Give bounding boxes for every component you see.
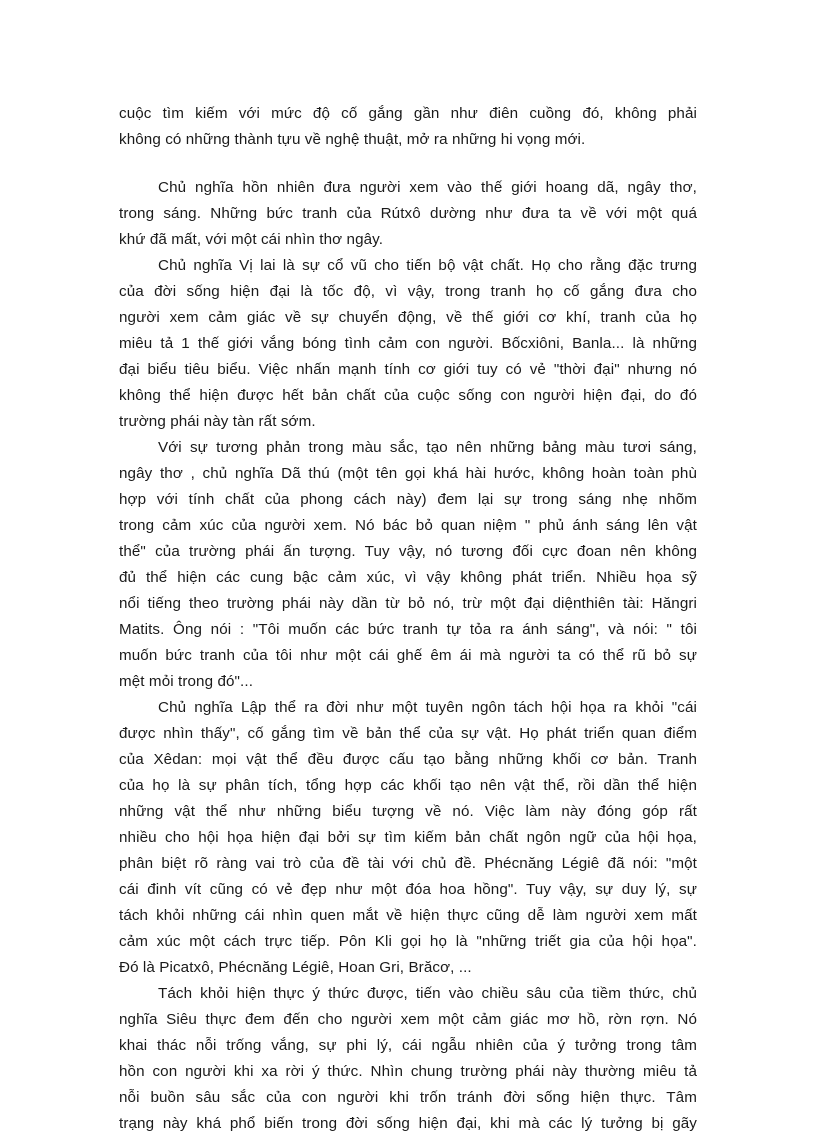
text-line: trường phái này tàn rất sớm. <box>119 413 316 430</box>
text-line: nghĩa Siêu thực đem đến cho người xem một cảm giác mơ hồ, rờn rợn. Nó <box>119 1011 697 1028</box>
text-line: muốn bức tranh của tôi như một cái ghế êm ái mà người ta có thể rũ bỏ sự <box>119 647 697 664</box>
text-line: mệt mỏi trong đó"... <box>119 673 254 690</box>
text-line: hồn con người khi xa rời ý thức. Nhìn chung trường phái này thường miêu tả <box>119 1063 697 1080</box>
text-line: trong sáng. Những bức tranh của Rútxô dường như đưa ta về với một quá <box>119 205 697 222</box>
paragraph-first-line: Với sự tương phản trong màu sắc, tạo nên những bảng màu tươi sáng, <box>158 439 697 456</box>
text-line: của đời sống hiện đại là tốc độ, vì vậy, trong tranh họ cố gắng đưa cho <box>119 283 697 300</box>
text-line: miêu tả 1 thế giới vắng bóng tình cảm con người. Bốcxiôni, Banla... là những <box>119 335 697 352</box>
text-line: trạng này khá phổ biến trong đời sống hiện đại, khi mà các lý tưởng bị gãy <box>119 1115 697 1132</box>
text-line: thể" của trường phái ấn tượng. Tuy vậy, nó tương đối cực đoan nên không <box>119 543 697 560</box>
text-line: cuộc tìm kiếm với mức độ cố gắng gần như điên cuồng đó, không phải <box>119 105 697 122</box>
paragraph-first-line: Chủ nghĩa Vị lai là sự cổ vũ cho tiến bộ vật chất. Họ cho rằng đặc trưng <box>158 257 697 274</box>
paragraph-first-line: Tách khỏi hiện thực ý thức được, tiến vào chiều sâu của tiềm thức, chủ <box>158 985 697 1002</box>
text-line: nhiều cho hội họa hiện đại bởi sự tìm kiếm bản chất ngôn ngữ của hội họa, <box>119 829 697 846</box>
text-line: của họ là sự phân tích, tổng hợp các khối tạo nên vật thể, rồi dần thể hiện <box>119 777 697 794</box>
text-line: Matits. Ông nói : "Tôi muốn các bức tranh tự tỏa ra ánh sáng", và nói: " tôi <box>119 621 697 638</box>
text-line: đủ thể hiện các cung bậc cảm xúc, vì vậy không phát triển. Nhiều họa sỹ <box>119 569 697 586</box>
text-line: đại biểu tiêu biểu. Việc nhấn mạnh tính cơ giới tuy có vẻ "thời đại" nhưng nó <box>119 361 697 378</box>
text-line: khai thác nỗi trống vắng, sự phi lý, cái ngẫu nhiên của ý tưởng trong tâm <box>119 1037 697 1054</box>
paragraph-first-line: Chủ nghĩa Lập thể ra đời như một tuyên ngôn tách hội họa ra khỏi "cái <box>158 699 697 716</box>
text-line: tách khỏi những cái nhìn quen mắt về hiện thực cũng dễ làm người xem mất <box>119 907 697 924</box>
text-line: những vật thể như những biểu tượng về nó. Việc làm này đóng góp rất <box>119 803 697 820</box>
text-line: không thể hiện được hết bản chất của cuộc sống con người hiện đại, do đó <box>119 387 697 404</box>
text-line: người xem cảm giác về sự chuyển động, về thế giới cơ khí, tranh của họ <box>119 309 697 326</box>
text-line: phân biệt rõ ràng vai trò của đề tài với chủ đề. Phécnăng Légiê đã nói: "một <box>119 855 697 872</box>
text-line: của Xêdan: mọi vật thể đều được cấu tạo bằng những khối cơ bản. Tranh <box>119 751 697 768</box>
text-line: được nhìn thấy", cố gắng tìm về bản thể của sự vật. Họ phát triển quan điểm <box>119 725 697 742</box>
paragraph-first-line: Chủ nghĩa hồn nhiên đưa người xem vào thế giới hoang dã, ngây thơ, <box>158 179 697 196</box>
text-line: nỗi buồn sâu sắc của con người khi trốn tránh đời sống hiện thực. Tâm <box>119 1089 697 1106</box>
text-line: không có những thành tựu về nghệ thuật, mở ra những hi vọng mới. <box>119 131 586 148</box>
text-line: khứ đã mất, với một cái nhìn thơ ngây. <box>119 231 384 248</box>
text-line: nổi tiếng theo trường phái này dần từ bỏ nó, trừ một đại diệnthiên tài: Hăngri <box>119 595 697 612</box>
text-line: hợp với tính chất của phong cách này) đem lại sự trong sáng nhẹ nhõm <box>119 491 697 508</box>
text-line: cảm xúc một cách trực tiếp. Pôn Kli gọi họ là "những triết gia của hội họa". <box>119 933 697 950</box>
text-line: ngây thơ , chủ nghĩa Dã thú (một tên gọi khá hài hước, không hoàn toàn phù <box>119 465 697 482</box>
text-line: cái đinh vít cũng có vẻ đẹp như một đóa hoa hồng". Tuy vậy, sự duy lý, sự <box>119 881 697 898</box>
text-line: trong cảm xúc của người xem. Nó bác bỏ quan niệm " phủ ánh sáng lên vật <box>119 517 697 534</box>
text-line: Đó là Picatxô, Phécnăng Légiê, Hoan Gri, Brăcơ, ... <box>119 959 472 976</box>
